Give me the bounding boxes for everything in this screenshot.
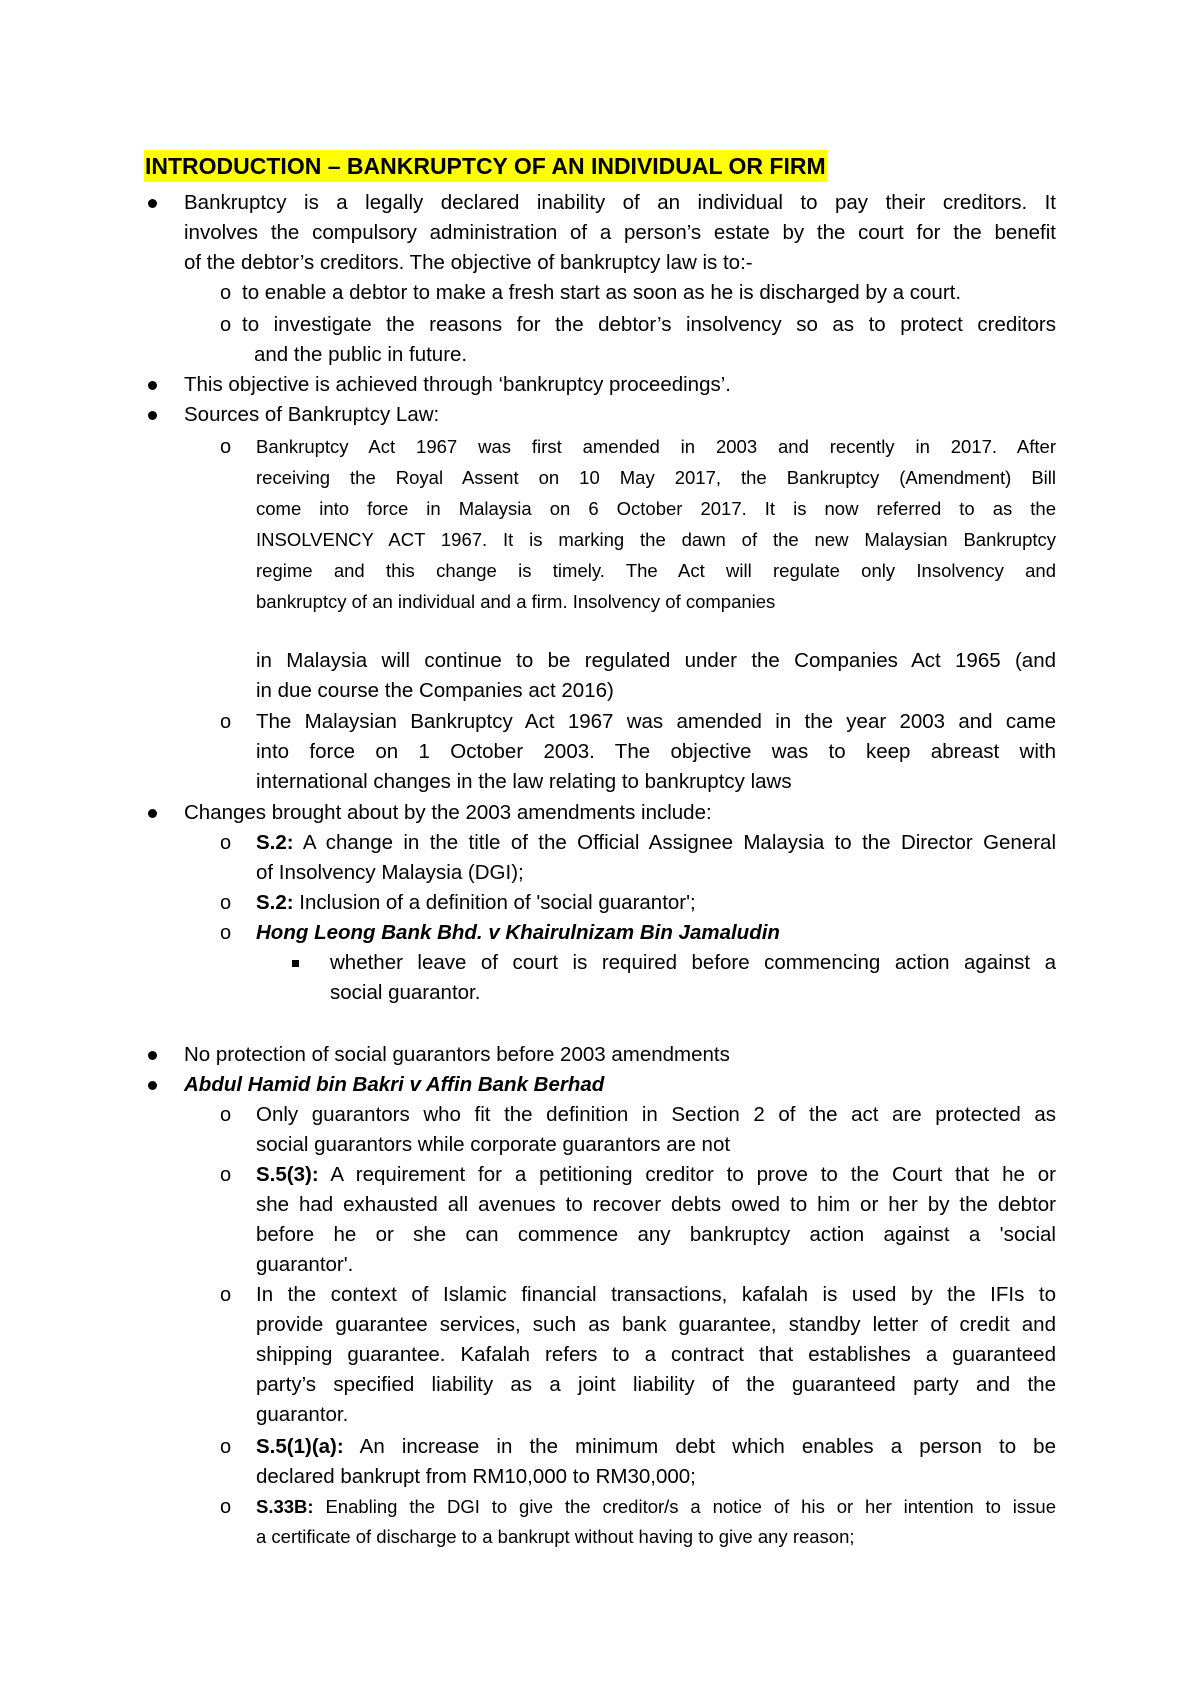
source-a-line8: in due course the Companies act 2016) [256, 679, 614, 702]
change-1-line1: S.2: A change in the title of the Official Assignee Malaysia to the Director General [256, 831, 1056, 854]
para1-line3: of the debtor’s creditors. The objective of bankruptcy law is to:- [184, 251, 753, 274]
circle-bullet-icon: o [220, 1104, 232, 1126]
source-b-line2: into force on 1 October 2003. The objective was to keep abreast with [256, 740, 1056, 763]
circle-bullet-icon: o [220, 711, 232, 733]
case-issue-line1: whether leave of court is required before commencing action against a [330, 951, 1056, 974]
circle-bullet-icon: o [220, 1284, 232, 1306]
change-2: S.2: Inclusion of a definition of 'social guarantor'; [256, 891, 696, 914]
source-a-line6: bankruptcy of an individual and a firm. Insolvency of companies [256, 591, 776, 612]
point-3-line2: provide guarantee services, such as bank guarantee, standby letter of credit and [256, 1313, 1056, 1336]
source-a-line1: Bankruptcy Act 1967 was first amended in 2003 and recently in 2017. After [256, 436, 1056, 457]
bullet-icon [148, 400, 157, 420]
source-a-line5: regime and this change is timely. The Act will regulate only Insolvency and [256, 560, 1056, 581]
point-2-line1: S.5(3): A requirement for a petitioning creditor to prove to the Court that he or [256, 1163, 1056, 1186]
point-5-line2: a certificate of discharge to a bankrupt without having to give any reason; [256, 1526, 855, 1547]
point-2-line4: guarantor'. [256, 1253, 354, 1276]
document-heading: INTRODUCTION – BANKRUPTCY OF AN INDIVIDUAL OR FIRM [144, 150, 827, 182]
change-1-line2: of Insolvency Malaysia (DGI); [256, 861, 524, 884]
source-a-line3: come into force in Malaysia on 6 October 2017. It is now referred to as the [256, 498, 1056, 519]
bullet-icon [148, 798, 157, 818]
circle-bullet-icon: o [220, 436, 232, 458]
objective-item-2-line1: to investigate the reasons for the debtor’s insolvency so as to protect creditors [242, 313, 1056, 336]
case-issue-line2: social guarantor. [330, 981, 481, 1004]
circle-bullet-icon: o [220, 892, 232, 914]
point-4-line1: S.5(1)(a): An increase in the minimum debt which enables a person to be [256, 1435, 1056, 1458]
bullet-icon [148, 188, 157, 208]
point-1-line2: social guarantors while corporate guarantors are not [256, 1133, 731, 1156]
section-label: S.5(3): [256, 1163, 319, 1186]
changes-heading: Changes brought about by the 2003 amendments include: [184, 801, 712, 824]
point-3-line1: In the context of Islamic financial transactions, kafalah is used by the IFIs to [256, 1283, 1056, 1306]
section-label: S.33B: [256, 1496, 314, 1517]
source-a-line7: in Malaysia will continue to be regulated under the Companies Act 1965 (and [256, 649, 1056, 672]
para1-line2: involves the compulsory administration of a person’s estate by the court for the benefit [184, 221, 1056, 244]
circle-bullet-icon: o [220, 832, 232, 854]
point-1-line1: Only guarantors who fit the definition in Section 2 of the act are protected as [256, 1103, 1056, 1126]
circle-bullet-icon: o [220, 1496, 232, 1518]
para2: This objective is achieved through ‘bankruptcy proceedings’. [184, 373, 731, 396]
circle-bullet-icon: o [220, 922, 232, 944]
point-3-line3: shipping guarantee. Kafalah refers to a contract that establishes a guaranteed [256, 1343, 1056, 1366]
point-2-line3: before he or she can commence any bankruptcy action against a 'social [256, 1223, 1056, 1246]
bullet-icon [148, 1070, 157, 1090]
circle-bullet-icon: o [220, 314, 232, 336]
square-bullet-icon [292, 948, 299, 967]
objective-item-1: to enable a debtor to make a fresh start as soon as he is discharged by a court. [242, 281, 962, 304]
circle-bullet-icon: o [220, 282, 232, 304]
section-label: S.2: [256, 831, 294, 854]
section-label: S.5(1)(a): [256, 1435, 344, 1458]
point-4-line2: declared bankrupt from RM10,000 to RM30,000; [256, 1465, 696, 1488]
source-a-line4: INSOLVENCY ACT 1967. It is marking the dawn of the new Malaysian Bankruptcy [256, 529, 1056, 550]
source-b-line1: The Malaysian Bankruptcy Act 1967 was amended in the year 2003 and came [256, 710, 1056, 733]
case-citation-2: Abdul Hamid bin Bakri v Affin Bank Berhad [184, 1073, 605, 1096]
point-2-line2: she had exhausted all avenues to recover debts owed to him or her by the debtor [256, 1193, 1056, 1216]
case-citation: Hong Leong Bank Bhd. v Khairulnizam Bin Jamaludin [256, 921, 780, 944]
para5: No protection of social guarantors before 2003 amendments [184, 1043, 730, 1066]
circle-bullet-icon: o [220, 1436, 232, 1458]
para1-line1: Bankruptcy is a legally declared inability of an individual to pay their creditors. It [184, 191, 1056, 214]
sources-heading: Sources of Bankruptcy Law: [184, 403, 440, 426]
circle-bullet-icon: o [220, 1164, 232, 1186]
point-3-line5: guarantor. [256, 1403, 349, 1426]
bullet-icon [148, 370, 157, 390]
source-b-line3: international changes in the law relating to bankruptcy laws [256, 770, 792, 793]
source-a-line2: receiving the Royal Assent on 10 May 2017, the Bankruptcy (Amendment) Bill [256, 467, 1056, 488]
point-5-line1: S.33B: Enabling the DGI to give the creditor/s a notice of his or her intention to issue [256, 1496, 1056, 1517]
objective-item-2-line2: and the public in future. [254, 343, 468, 366]
point-3-line4: party’s specified liability as a joint liability of the guaranteed party and the [256, 1373, 1056, 1396]
bullet-icon [148, 1040, 157, 1060]
section-label: S.2: [256, 891, 294, 914]
